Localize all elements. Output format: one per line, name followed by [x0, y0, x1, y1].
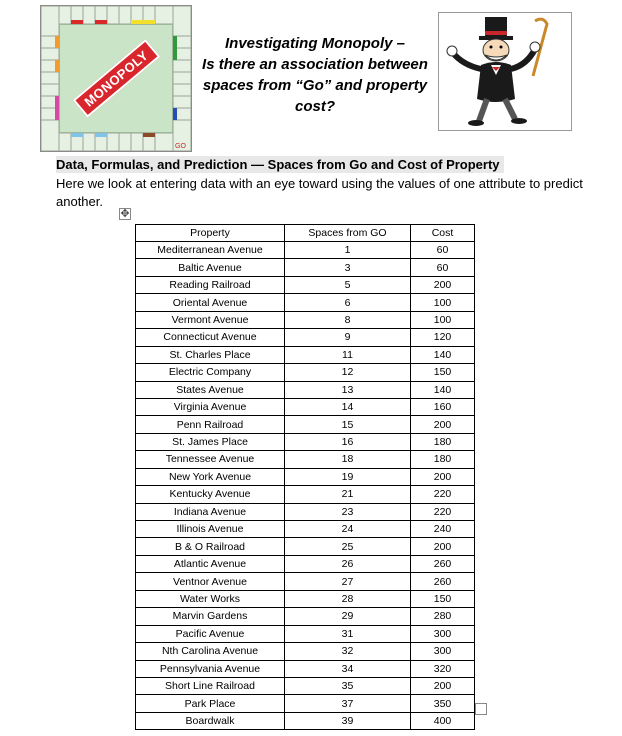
title-line-2: Is there an association between	[202, 56, 428, 73]
cell-cost[interactable]: 400	[411, 712, 475, 729]
cell-property[interactable]: Boardwalk	[136, 712, 285, 729]
cell-spaces-from-go[interactable]: 14	[285, 398, 411, 415]
cell-cost[interactable]: 150	[411, 590, 475, 607]
cell-cost[interactable]: 120	[411, 329, 475, 346]
cell-property[interactable]: B & O Railroad	[136, 538, 285, 555]
table-row	[136, 364, 475, 381]
cell-cost[interactable]: 140	[411, 381, 475, 398]
table-header-row	[136, 225, 475, 242]
cell-spaces-from-go[interactable]: 39	[285, 712, 411, 729]
table-row	[136, 468, 475, 485]
cell-spaces-from-go[interactable]: 11	[285, 346, 411, 363]
cell-property[interactable]: Park Place	[136, 695, 285, 712]
table-row	[136, 573, 475, 590]
table-row	[136, 590, 475, 607]
cell-spaces-from-go[interactable]: 26	[285, 555, 411, 572]
cell-cost[interactable]: 60	[411, 242, 475, 259]
column-header-property[interactable]: Property	[136, 225, 285, 242]
table-row	[136, 433, 475, 450]
table-row	[136, 242, 475, 259]
monopoly-logo-text: MONOPOLY	[72, 39, 159, 117]
cell-spaces-from-go[interactable]: 13	[285, 381, 411, 398]
cell-property[interactable]: St. Charles Place	[136, 346, 285, 363]
cell-property[interactable]: Reading Railroad	[136, 276, 285, 293]
cell-cost[interactable]: 260	[411, 573, 475, 590]
cell-cost[interactable]: 260	[411, 555, 475, 572]
cell-spaces-from-go[interactable]: 19	[285, 468, 411, 485]
cell-property[interactable]: New York Avenue	[136, 468, 285, 485]
table-row	[136, 259, 475, 276]
cell-property[interactable]: Ventnor Avenue	[136, 573, 285, 590]
cell-cost[interactable]: 100	[411, 311, 475, 328]
cell-property[interactable]: Marvin Gardens	[136, 608, 285, 625]
cell-spaces-from-go[interactable]: 1	[285, 242, 411, 259]
table-row	[136, 486, 475, 503]
cell-property[interactable]: Virginia Avenue	[136, 398, 285, 415]
cell-spaces-from-go[interactable]: 35	[285, 677, 411, 694]
cell-spaces-from-go[interactable]: 18	[285, 451, 411, 468]
cell-cost[interactable]: 100	[411, 294, 475, 311]
mr-monopoly-illustration	[439, 13, 571, 130]
table-row	[136, 276, 475, 293]
table-row	[136, 625, 475, 642]
cell-cost[interactable]: 60	[411, 259, 475, 276]
cell-spaces-from-go[interactable]: 3	[285, 259, 411, 276]
cell-cost[interactable]: 200	[411, 677, 475, 694]
table-row	[136, 381, 475, 398]
title-line-3: spaces from “Go” and property	[202, 77, 428, 94]
cell-spaces-from-go[interactable]: 27	[285, 573, 411, 590]
cell-cost[interactable]: 200	[411, 468, 475, 485]
cell-cost[interactable]: 350	[411, 695, 475, 712]
cell-spaces-from-go[interactable]: 25	[285, 538, 411, 555]
cell-spaces-from-go[interactable]: 34	[285, 660, 411, 677]
cell-spaces-from-go[interactable]: 29	[285, 608, 411, 625]
board-center-overlay	[59, 24, 173, 133]
table-move-icon[interactable]: ✥	[120, 208, 130, 220]
table-row	[136, 503, 475, 520]
cell-property[interactable]: States Avenue	[136, 381, 285, 398]
table-row	[136, 660, 475, 677]
cell-cost[interactable]: 300	[411, 625, 475, 642]
cell-cost[interactable]: 300	[411, 643, 475, 660]
cell-spaces-from-go[interactable]: 31	[285, 625, 411, 642]
cell-property[interactable]: Baltic Avenue	[136, 259, 285, 276]
cell-property[interactable]: St. James Place	[136, 433, 285, 450]
cell-cost[interactable]: 220	[411, 486, 475, 503]
cell-spaces-from-go[interactable]: 12	[285, 364, 411, 381]
cell-property[interactable]: Vermont Avenue	[136, 311, 285, 328]
table-row	[136, 695, 475, 712]
cell-spaces-from-go[interactable]: 24	[285, 521, 411, 538]
cell-property[interactable]: Penn Railroad	[136, 416, 285, 433]
cell-cost[interactable]: 240	[411, 521, 475, 538]
table-row	[136, 451, 475, 468]
column-header-cost[interactable]: Cost	[411, 225, 475, 242]
cell-cost[interactable]: 200	[411, 538, 475, 555]
cell-cost[interactable]: 180	[411, 451, 475, 468]
mascot-image	[438, 12, 572, 131]
cell-property[interactable]: Tennessee Avenue	[136, 451, 285, 468]
cell-property[interactable]: Oriental Avenue	[136, 294, 285, 311]
cell-spaces-from-go[interactable]: 6	[285, 294, 411, 311]
svg-text:GO: GO	[175, 143, 186, 150]
cell-cost[interactable]: 200	[411, 416, 475, 433]
cell-property[interactable]: Water Works	[136, 590, 285, 607]
column-header-spaces[interactable]: Spaces from GO	[285, 225, 411, 242]
property-data-table	[135, 224, 475, 730]
cell-spaces-from-go[interactable]: 8	[285, 311, 411, 328]
cell-property[interactable]: Connecticut Avenue	[136, 329, 285, 346]
cell-property[interactable]: Nth Carolina Avenue	[136, 643, 285, 660]
cell-property[interactable]: Mediterranean Avenue	[136, 242, 285, 259]
table-row	[136, 416, 475, 433]
cell-cost[interactable]: 180	[411, 433, 475, 450]
table-row	[136, 643, 475, 660]
cell-cost[interactable]: 200	[411, 276, 475, 293]
cell-spaces-from-go[interactable]: 16	[285, 433, 411, 450]
cell-spaces-from-go[interactable]: 37	[285, 695, 411, 712]
cell-property[interactable]: Pacific Avenue	[136, 625, 285, 642]
cell-cost[interactable]: 220	[411, 503, 475, 520]
table-row	[136, 346, 475, 363]
monopoly-board-image	[40, 5, 192, 152]
section-heading: Data, Formulas, and Prediction — Spaces from Go and Cost of Property	[56, 156, 504, 173]
cell-property[interactable]: Illinois Avenue	[136, 521, 285, 538]
cell-property[interactable]: Kentucky Avenue	[136, 486, 285, 503]
table-resize-icon[interactable]	[475, 703, 487, 715]
cell-spaces-from-go[interactable]: 15	[285, 416, 411, 433]
table-row	[136, 538, 475, 555]
table-row	[136, 677, 475, 694]
cell-cost[interactable]: 140	[411, 346, 475, 363]
cell-cost[interactable]: 150	[411, 364, 475, 381]
cell-spaces-from-go[interactable]: 21	[285, 486, 411, 503]
table-row	[136, 311, 475, 328]
cell-cost[interactable]: 320	[411, 660, 475, 677]
cell-property[interactable]: Pennsylvania Avenue	[136, 660, 285, 677]
table-row	[136, 608, 475, 625]
title-line-1: Investigating Monopoly –	[224, 35, 405, 52]
cell-spaces-from-go[interactable]: 5	[285, 276, 411, 293]
cell-spaces-from-go[interactable]: 9	[285, 329, 411, 346]
table-row	[136, 398, 475, 415]
cell-cost[interactable]: 280	[411, 608, 475, 625]
cell-property[interactable]: Short Line Railroad	[136, 677, 285, 694]
title-line-4: cost?	[294, 98, 335, 115]
cell-spaces-from-go[interactable]: 32	[285, 643, 411, 660]
table-row	[136, 521, 475, 538]
cell-property[interactable]: Electric Company	[136, 364, 285, 381]
cell-cost[interactable]: 160	[411, 398, 475, 415]
table-row	[136, 712, 475, 729]
page-title	[196, 33, 434, 117]
cell-spaces-from-go[interactable]: 23	[285, 503, 411, 520]
cell-property[interactable]: Atlantic Avenue	[136, 555, 285, 572]
cell-spaces-from-go[interactable]: 28	[285, 590, 411, 607]
table-row	[136, 329, 475, 346]
intro-paragraph: Here we look at entering data with an eye toward using the values of one attribute to predict another.	[56, 176, 583, 209]
table-row	[136, 294, 475, 311]
table-row	[136, 555, 475, 572]
cell-property[interactable]: Indiana Avenue	[136, 503, 285, 520]
